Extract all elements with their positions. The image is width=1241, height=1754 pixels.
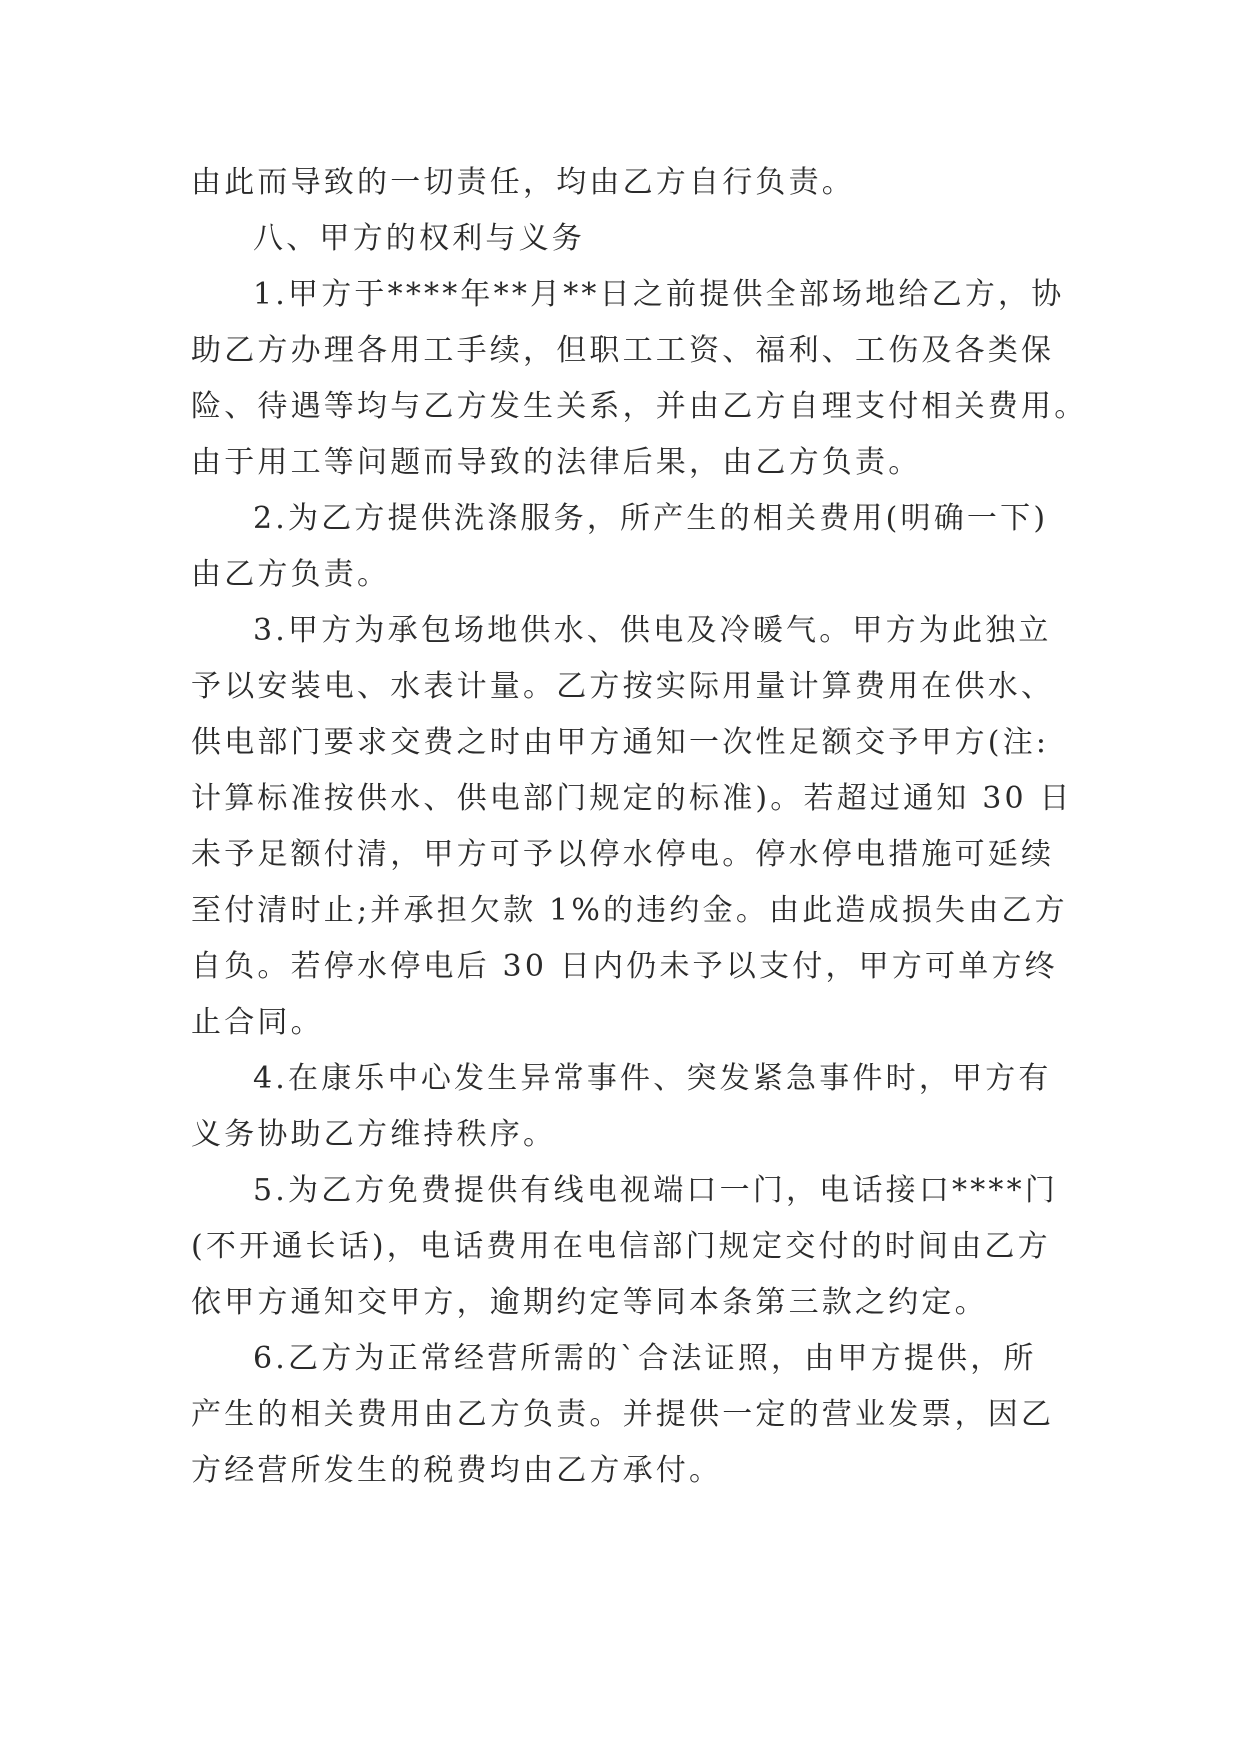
clause-3-line: 至付清时止;并承担欠款 1%的违约金。由此造成损失由乙方 (191, 893, 1068, 928)
clause-6-line: 产生的相关费用由乙方负责。并提供一定的营业发票，因乙 (191, 1397, 1055, 1432)
clause-1-line: 险、待遇等均与乙方发生关系，并由乙方自理支付相关费用。 (191, 389, 1088, 424)
clause-5-line: 依甲方通知交甲方，逾期约定等同本条第三款之约定。 (191, 1285, 988, 1320)
clause-6-line: 方经营所发生的税费均由乙方承付。 (191, 1453, 723, 1488)
clause-6-line: 6.乙方为正常经营所需的`合法证照，由甲方提供，所 (253, 1341, 1037, 1376)
clause-3-line: 予以安装电、水表计量。乙方按实际用量计算费用在供水、 (191, 669, 1055, 704)
clause-2-line: 2.为乙方提供洗涤服务，所产生的相关费用(明确一下) (253, 501, 1049, 536)
clause-3-line: 供电部门要求交费之时由甲方通知一次性足额交予甲方(注: (191, 725, 1050, 760)
text-line: 由此而导致的一切责任，均由乙方自行负责。 (191, 165, 855, 200)
clause-3-line: 3.甲方为承包场地供水、供电及冷暖气。甲方为此独立 (253, 613, 1052, 648)
clause-3-line: 止合同。 (191, 1005, 324, 1040)
clause-4-line: 义务协助乙方维持秩序。 (191, 1117, 557, 1152)
clause-1-line: 1.甲方于****年**月**日之前提供全部场地给乙方，协 (253, 277, 1065, 312)
clause-3-line: 未予足额付清，甲方可予以停水停电。停水停电措施可延续 (191, 837, 1055, 872)
clause-5-line: (不开通长话)，电话费用在电信部门规定交付的时间由乙方 (191, 1229, 1051, 1264)
clause-3-line: 自负。若停水停电后 30 日内仍未予以支付，甲方可单方终 (191, 949, 1058, 984)
section-heading: 八、甲方的权利与义务 (253, 221, 585, 256)
clause-4-line: 4.在康乐中心发生异常事件、突发紧急事件时，甲方有 (253, 1061, 1052, 1096)
clause-5-line: 5.为乙方免费提供有线电视端口一门，电话接口****门 (253, 1173, 1059, 1208)
clause-1-line: 助乙方办理各用工手续，但职工工资、福利、工伤及各类保 (191, 333, 1055, 368)
clause-2-line: 由乙方负责。 (191, 557, 391, 592)
clause-3-line: 计算标准按供水、供电部门规定的标准)。若超过通知 30 日 (191, 781, 1073, 816)
clause-1-line: 由于用工等问题而导致的法律后果，由乙方负责。 (191, 445, 922, 480)
document-body (191, 155, 1088, 1499)
